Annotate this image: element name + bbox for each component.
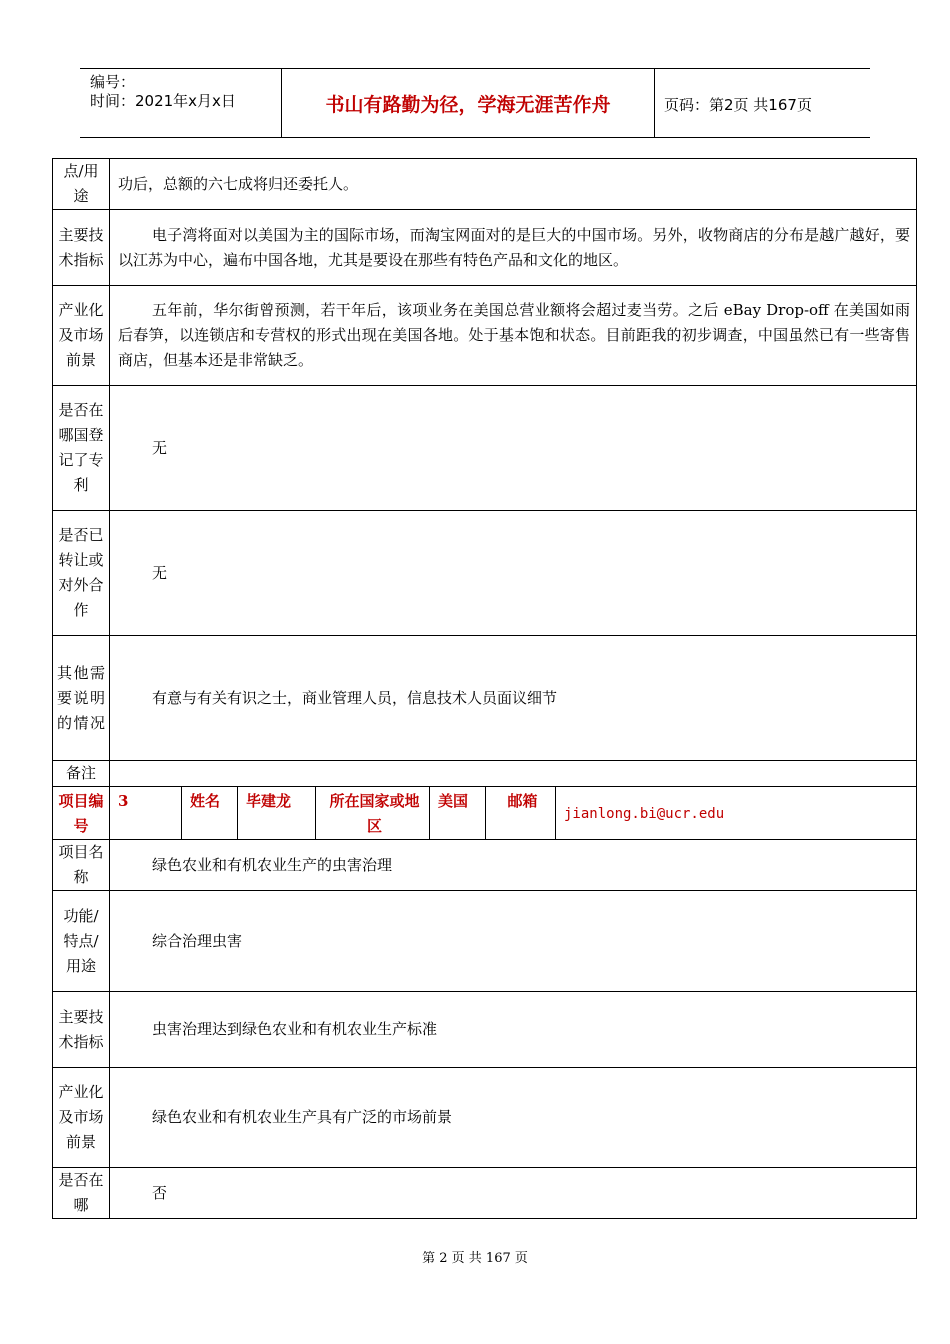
table-row xyxy=(53,1068,917,1168)
email-value: jianlong.bi@ucr.edu xyxy=(556,787,917,840)
table-row xyxy=(53,840,917,891)
table-row xyxy=(53,511,917,636)
row-label: 是否已转让或对外合作 xyxy=(53,511,110,636)
row-label: 主要技术指标 xyxy=(53,210,110,286)
table-row xyxy=(53,891,917,992)
row-content: 否 xyxy=(110,1168,917,1219)
doc-time-label: 时间：2021年x月x日 xyxy=(90,92,236,110)
row-content: 绿色农业和有机农业生产具有广泛的市场前景 xyxy=(110,1068,917,1168)
table-row xyxy=(53,1168,917,1219)
row-label: 功能/特点/用途 xyxy=(53,891,110,992)
project-table xyxy=(52,158,917,1219)
row-content: 功后，总额的六七成将归还委托人。 xyxy=(110,159,917,210)
row-label: 产业化及市场前景 xyxy=(53,286,110,386)
header-page-label: 页码：第2页 共167页 xyxy=(664,96,812,114)
row-label: 项目名称 xyxy=(53,840,110,891)
row-label: 是否在哪 xyxy=(53,1168,110,1219)
header-meta xyxy=(90,73,236,111)
row-content: 有意与有关有识之士，商业管理人员，信息技术人员面议细节 xyxy=(110,636,917,761)
name-value: 毕建龙 xyxy=(238,787,316,840)
table-row xyxy=(53,636,917,761)
row-content: 无 xyxy=(110,511,917,636)
row-label: 其他需要说明的情况 xyxy=(53,636,110,761)
project-id-label: 项目编号 xyxy=(53,787,110,840)
row-label: 是否在哪国登记了专利 xyxy=(53,386,110,511)
row-content: 虫害治理达到绿色农业和有机农业生产标准 xyxy=(110,992,917,1068)
row-content xyxy=(110,761,917,787)
table-row xyxy=(53,386,917,511)
page-header xyxy=(80,68,870,138)
row-content: 五年前，华尔街曾预测，若干年后，该项业务在美国总营业额将会超过麦当劳。之后 eBay Drop-off 在美国如雨后春笋，以连锁店和专营权的形式出现在美国各地。处于基本饱和状态。目前距我的初步调查，中国虽然已有一些寄售商店，但基本还是非常缺乏。 xyxy=(110,286,917,386)
country-value: 美国 xyxy=(430,787,486,840)
row-label: 点/用途 xyxy=(53,159,110,210)
page-footer: 第 2 页 共 167 页 xyxy=(422,1251,528,1266)
row-content: 无 xyxy=(110,386,917,511)
project-info-row xyxy=(53,787,917,840)
project-id-value: 3 xyxy=(110,787,182,840)
row-label: 主要技术指标 xyxy=(53,992,110,1068)
table-row xyxy=(53,159,917,210)
doc-number-label: 编号： xyxy=(90,73,136,91)
table-row xyxy=(53,761,917,787)
row-content: 绿色农业和有机农业生产的虫害治理 xyxy=(110,840,917,891)
name-label: 姓名 xyxy=(182,787,238,840)
row-content: 综合治理虫害 xyxy=(110,891,917,992)
header-motto: 书山有路勤为径，学海无涯苦作舟 xyxy=(325,94,611,116)
email-label: 邮箱 xyxy=(486,787,556,840)
table-row xyxy=(53,992,917,1068)
header-divider xyxy=(654,69,655,137)
row-content: 电子湾将面对以美国为主的国际市场，而淘宝网面对的是巨大的中国市场。另外，收物商店的分布是越广越好，要以江苏为中心，遍布中国各地，尤其是要设在那些有特色产品和文化的地区。 xyxy=(110,210,917,286)
row-label: 备注 xyxy=(53,761,110,787)
country-label: 所在国家或地区 xyxy=(316,787,430,840)
table-row xyxy=(53,210,917,286)
row-label: 产业化及市场前景 xyxy=(53,1068,110,1168)
table-row xyxy=(53,286,917,386)
